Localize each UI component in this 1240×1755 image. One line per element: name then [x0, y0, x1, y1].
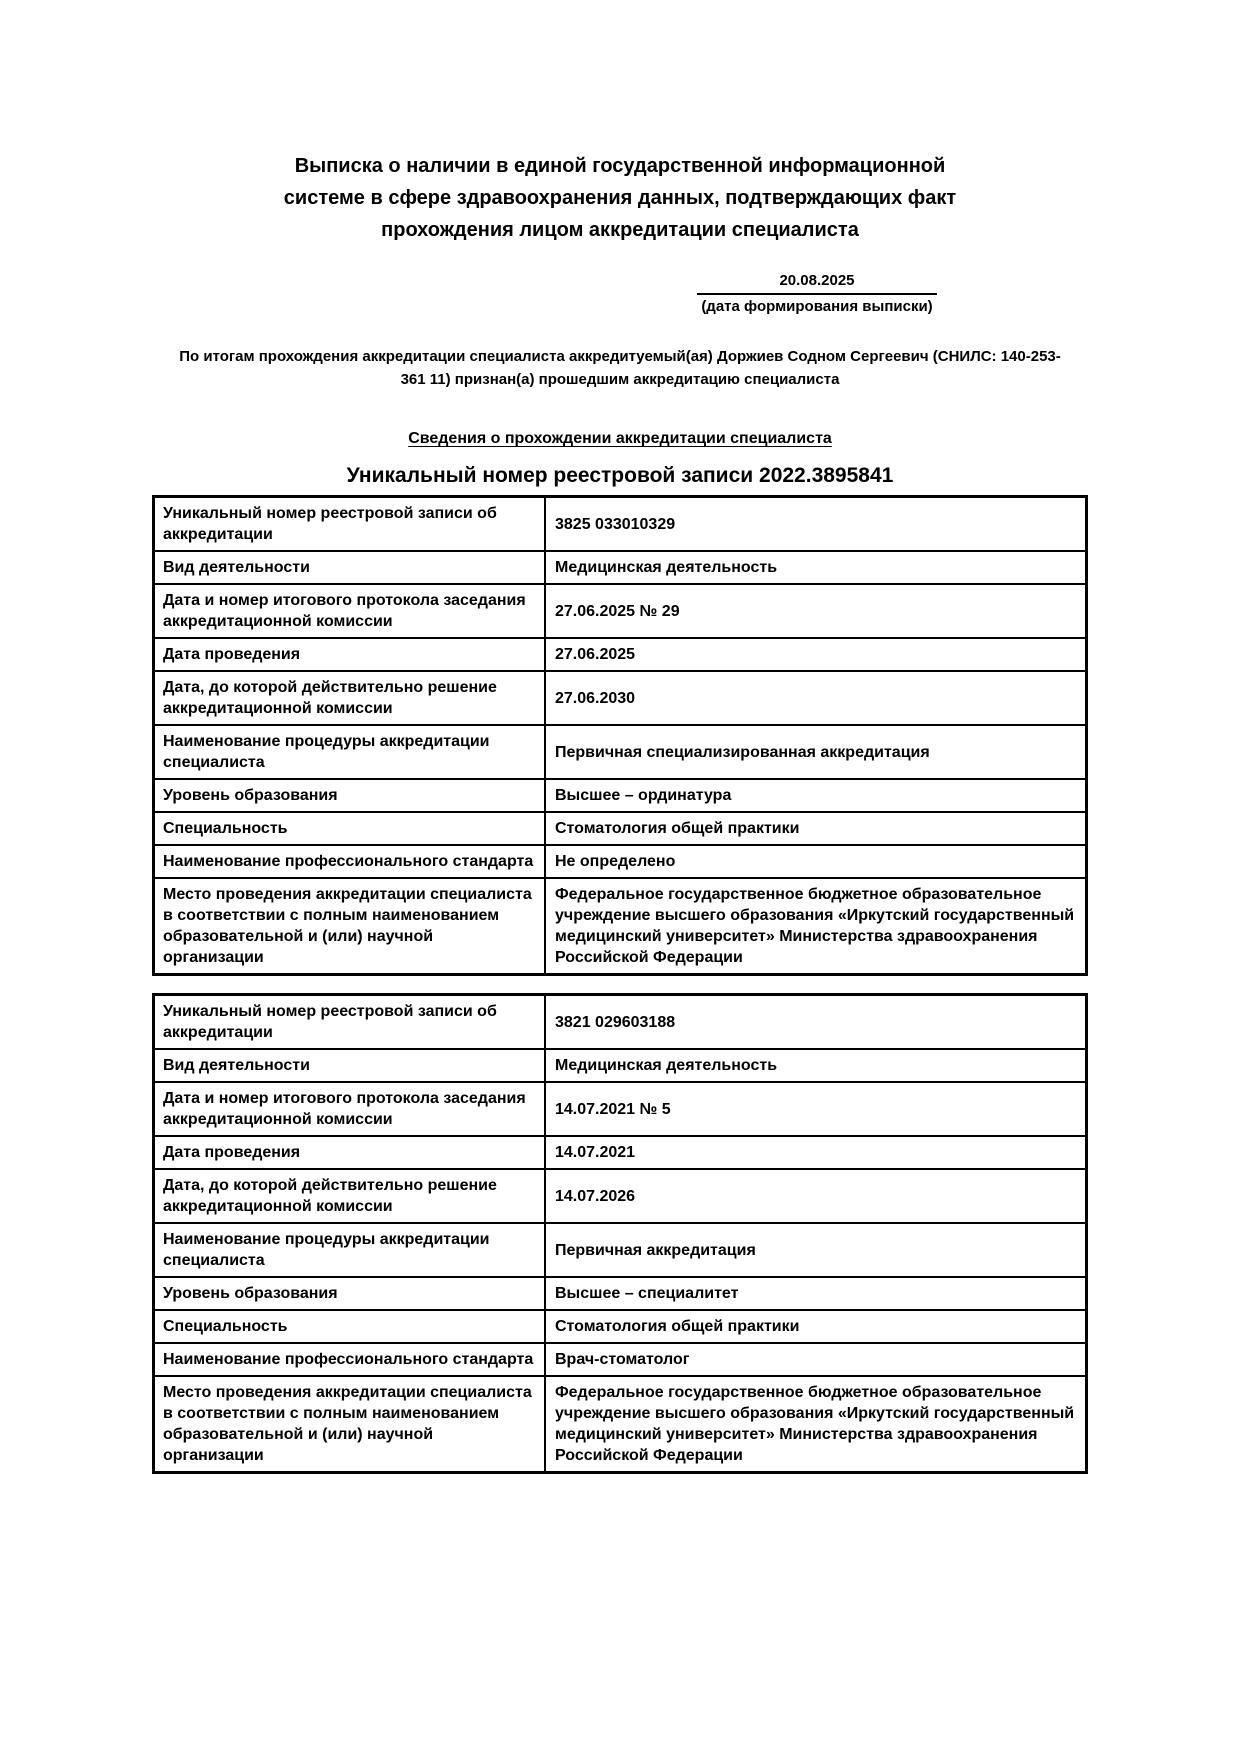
table-row	[154, 995, 1087, 1050]
row-label: Наименование процедуры аккредитации специалиста	[154, 1223, 546, 1277]
row-value: Стоматология общей практики	[545, 812, 1087, 845]
table-row	[154, 551, 1087, 584]
row-label: Уникальный номер реестровой записи об аккредитации	[154, 995, 546, 1050]
row-label: Уровень образования	[154, 1277, 546, 1310]
formation-date-block	[697, 271, 937, 316]
table-row	[154, 725, 1087, 779]
document-title-line-2: системе в сфере здравоохранения данных, подтверждающих факт	[283, 187, 957, 209]
table-row	[154, 1376, 1087, 1473]
table-row	[154, 584, 1087, 638]
table-row	[154, 638, 1087, 671]
row-value: Медицинская деятельность	[545, 1049, 1087, 1082]
row-label: Дата проведения	[154, 1136, 546, 1169]
row-value: 3821 029603188	[545, 995, 1087, 1050]
table-row	[154, 497, 1087, 552]
row-value: Не определено	[545, 845, 1087, 878]
row-label: Вид деятельности	[154, 551, 546, 584]
table-row	[154, 1169, 1087, 1223]
row-label: Дата, до которой действительно решение аккредитационной комиссии	[154, 1169, 546, 1223]
table-row	[154, 878, 1087, 975]
row-value: 14.07.2021 № 5	[545, 1082, 1087, 1136]
row-value: 14.07.2021	[545, 1136, 1087, 1169]
accreditation-record-table-1	[152, 495, 1088, 976]
row-value: Высшее – специалитет	[545, 1277, 1087, 1310]
row-value: Стоматология общей практики	[545, 1310, 1087, 1343]
row-label: Наименование профессионального стандарта	[154, 1343, 546, 1376]
table-row	[154, 1136, 1087, 1169]
row-label: Дата, до которой действительно решение аккредитационной комиссии	[154, 671, 546, 725]
row-value: 27.06.2025 № 29	[545, 584, 1087, 638]
formation-date-value: 20.08.2025	[697, 271, 937, 295]
table-row	[154, 779, 1087, 812]
row-label: Дата проведения	[154, 638, 546, 671]
row-label: Специальность	[154, 1310, 546, 1343]
row-label: Место проведения аккредитации специалиста в соответствии с полным наименованием образовательной и (или) научной организации	[154, 1376, 546, 1473]
row-label: Наименование процедуры аккредитации специалиста	[154, 725, 546, 779]
row-value: 3825 033010329	[545, 497, 1087, 552]
row-value: Высшее – ординатура	[545, 779, 1087, 812]
document-title-line-1: Выписка о наличии в единой государственной информационной	[294, 155, 946, 177]
row-value: 27.06.2030	[545, 671, 1087, 725]
accreditation-summary: По итогам прохождения аккредитации специалиста аккредитуемый(ая) Доржиев Содном Сергеевич (СНИЛС: 140-253-361 11) признан(а) прошедшим аккредитацию специалиста	[179, 348, 1061, 388]
row-label: Специальность	[154, 812, 546, 845]
row-value: 14.07.2026	[545, 1169, 1087, 1223]
row-label: Уровень образования	[154, 779, 546, 812]
table-row	[154, 671, 1087, 725]
registry-record-heading: Уникальный номер реестровой записи 2022.3895841	[346, 464, 894, 487]
row-value: Медицинская деятельность	[545, 551, 1087, 584]
document-title	[152, 150, 1088, 246]
row-value: Врач-стоматолог	[545, 1343, 1087, 1376]
row-label: Наименование профессионального стандарта	[154, 845, 546, 878]
table-row	[154, 812, 1087, 845]
row-value: Первичная специализированная аккредитация	[545, 725, 1087, 779]
row-value: 27.06.2025	[545, 638, 1087, 671]
row-label: Уникальный номер реестровой записи об аккредитации	[154, 497, 546, 552]
table-row	[154, 1082, 1087, 1136]
document-title-line-3: прохождения лицом аккредитации специалиста	[381, 219, 859, 241]
formation-date-caption: (дата формирования выписки)	[701, 298, 933, 315]
row-value: Первичная аккредитация	[545, 1223, 1087, 1277]
accreditation-record-table-2	[152, 993, 1088, 1474]
table-row	[154, 845, 1087, 878]
table-row	[154, 1049, 1087, 1082]
table-row	[154, 1310, 1087, 1343]
table-row	[154, 1223, 1087, 1277]
table-row	[154, 1343, 1087, 1376]
document-content	[152, 150, 1088, 1474]
row-label: Дата и номер итогового протокола заседания аккредитационной комиссии	[154, 584, 546, 638]
section-heading: Сведения о прохождении аккредитации специалиста	[408, 430, 832, 447]
row-label: Место проведения аккредитации специалиста в соответствии с полным наименованием образовательной и (или) научной организации	[154, 878, 546, 975]
row-value: Федеральное государственное бюджетное образовательное учреждение высшего образования «Иркутский государственный медицинский университет» Министерства здравоохранения Российской Федерации	[545, 878, 1087, 975]
table-row	[154, 1277, 1087, 1310]
row-label: Вид деятельности	[154, 1049, 546, 1082]
row-value: Федеральное государственное бюджетное образовательное учреждение высшего образования «Иркутский государственный медицинский университет» Министерства здравоохранения Российской Федерации	[545, 1376, 1087, 1473]
row-label: Дата и номер итогового протокола заседания аккредитационной комиссии	[154, 1082, 546, 1136]
